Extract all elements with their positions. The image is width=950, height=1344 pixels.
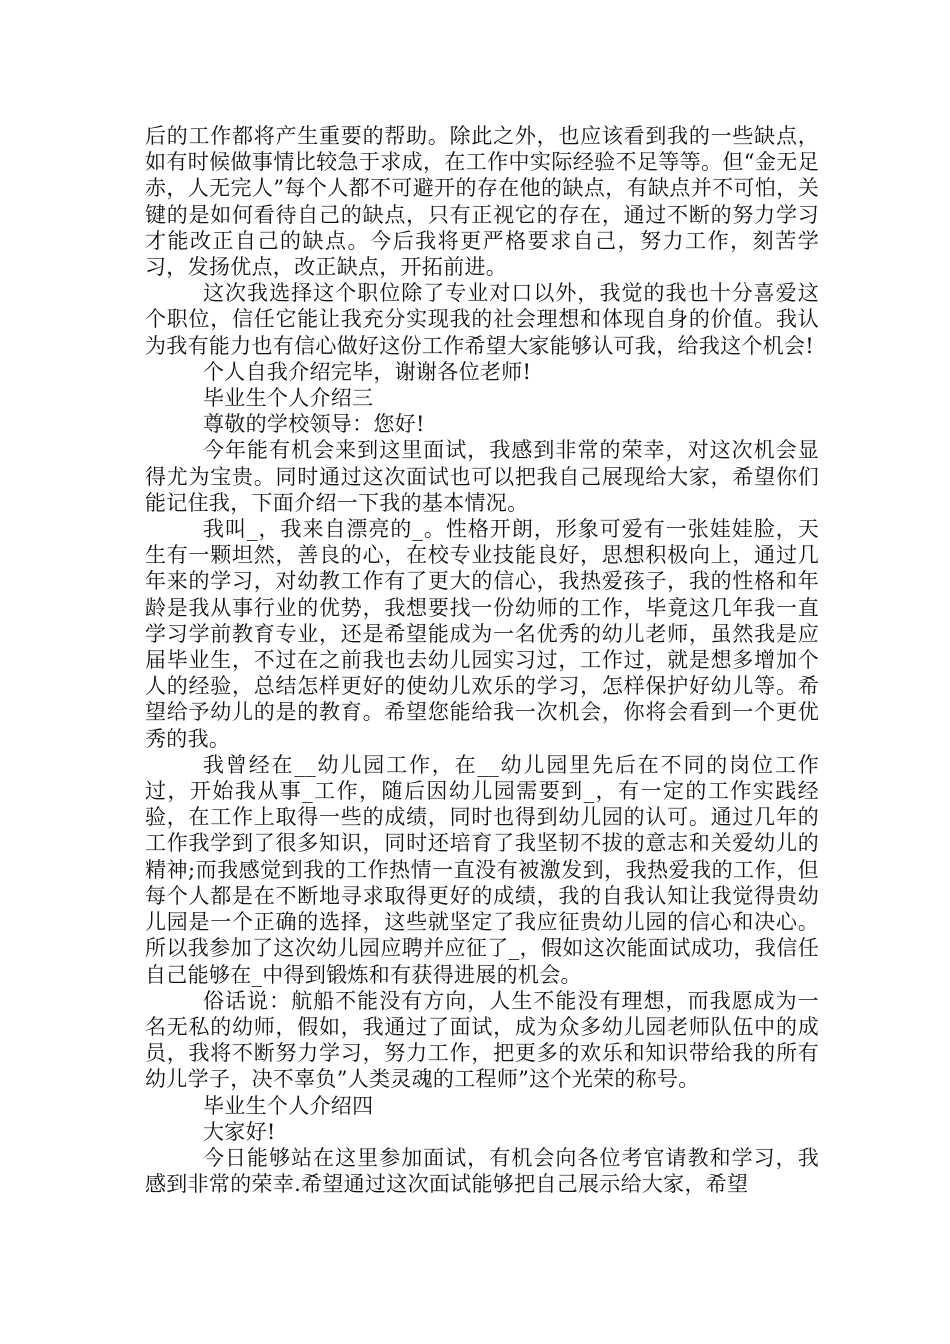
paragraph: 后的工作都将产生重要的帮助。除此之外，也应该看到我的一些缺点，如有时候做事情比较急于求成，在工作中实际经验不足等等。但“金无足赤，人无完人”每个人都不可避开的存在他的缺点，有缺点并不可怕，关键的是如何看待自己的缺点，只有正视它的存在，通过不断的努力学习才能改正自己的缺点。今后我将更严格要求自己，努力工作，刻苦学习，发扬优点，改正缺点，开拓前进。	[145, 124, 819, 280]
paragraph: 我叫_，我来自漂亮的_。性格开朗，形象可爱有一张娃娃脸，天生有一颗坦然，善良的心，在校专业技能良好，思想积极向上，通过几年来的学习，对幼教工作有了更大的信心，我热爱孩子，我的性格和年龄是我从事行业的优势，我想要找一份幼师的工作，毕竟这几年我一直学习学前教育专业，还是希望能成为一名优秀的幼儿老师，虽然我是应届毕业生，不过在之前我也去幼儿园实习过，工作过，就是想多增加个人的经验，总结怎样更好的使幼儿欢乐的学习，怎样保护好幼儿等。希望给予幼儿的是的教育。希望您能给我一次机会，你将会看到一个更优秀的我。	[145, 517, 819, 751]
paragraph: 这次我选择这个职位除了专业对口以外，我觉的我也十分喜爱这个职位，信任它能让我充分实现我的社会理想和体现自身的价值。我认为我有能力也有信心做好这份工作希望大家能够认可我，给我这个机会!	[145, 281, 819, 358]
section-heading: 毕业生个人介绍三	[203, 386, 374, 411]
paragraph: 今日能够站在这里参加面试，有机会向各位考官请教和学习，我感到非常的荣幸.希望通过这次面试能够把自己展示给大家，希望	[145, 1145, 819, 1197]
salutation: 大家好!	[203, 1119, 276, 1144]
section-heading: 毕业生个人介绍四	[203, 1093, 374, 1118]
paragraph: 俗话说：航船不能没有方向，人生不能没有理想，而我愿成为一名无私的幼师，假如，我通过了面试，成为众多幼儿园老师队伍中的成员，我将不断努力学习，努力工作，把更多的欢乐和知识带给我的所有幼儿学子，决不辜负”人类灵魂的工程师”这个光荣的称号。	[145, 988, 819, 1092]
paragraph: 今年能有机会来到这里面试，我感到非常的荣幸，对这次机会显得尤为宝贵。同时通过这次面试也可以把我自己展现给大家，希望你们能记住我，下面介绍一下我的基本情况。	[145, 438, 819, 515]
document-body	[145, 123, 819, 1197]
paragraph: 我曾经在__幼儿园工作，在__幼儿园里先后在不同的岗位工作过，开始我从事_工作，随后因幼儿园需要到_，有一定的工作实践经验，在工作上取得一些的成绩，同时也得到幼儿园的认可。通过几年的工作我学到了很多知识，同时还培育了我坚韧不拔的意志和关爱幼儿的精神;而我感觉到我的工作热情一直没有被激发到，我热爱我的工作，但每个人都是在不断地寻求取得更好的成绩，我的自我认知让我觉得贵幼儿园是一个正确的选择，这些就坚定了我应征贵幼儿园的信心和决心。所以我参加了这次幼儿园应聘并应征了_，假如这次能面试成功，我信任自己能够在_中得到锻炼和有获得进展的机会。	[145, 752, 819, 987]
closing-line: 个人自我介绍完毕，谢谢各位老师!	[203, 359, 532, 384]
salutation: 尊敬的学校领导：您好!	[203, 412, 425, 437]
